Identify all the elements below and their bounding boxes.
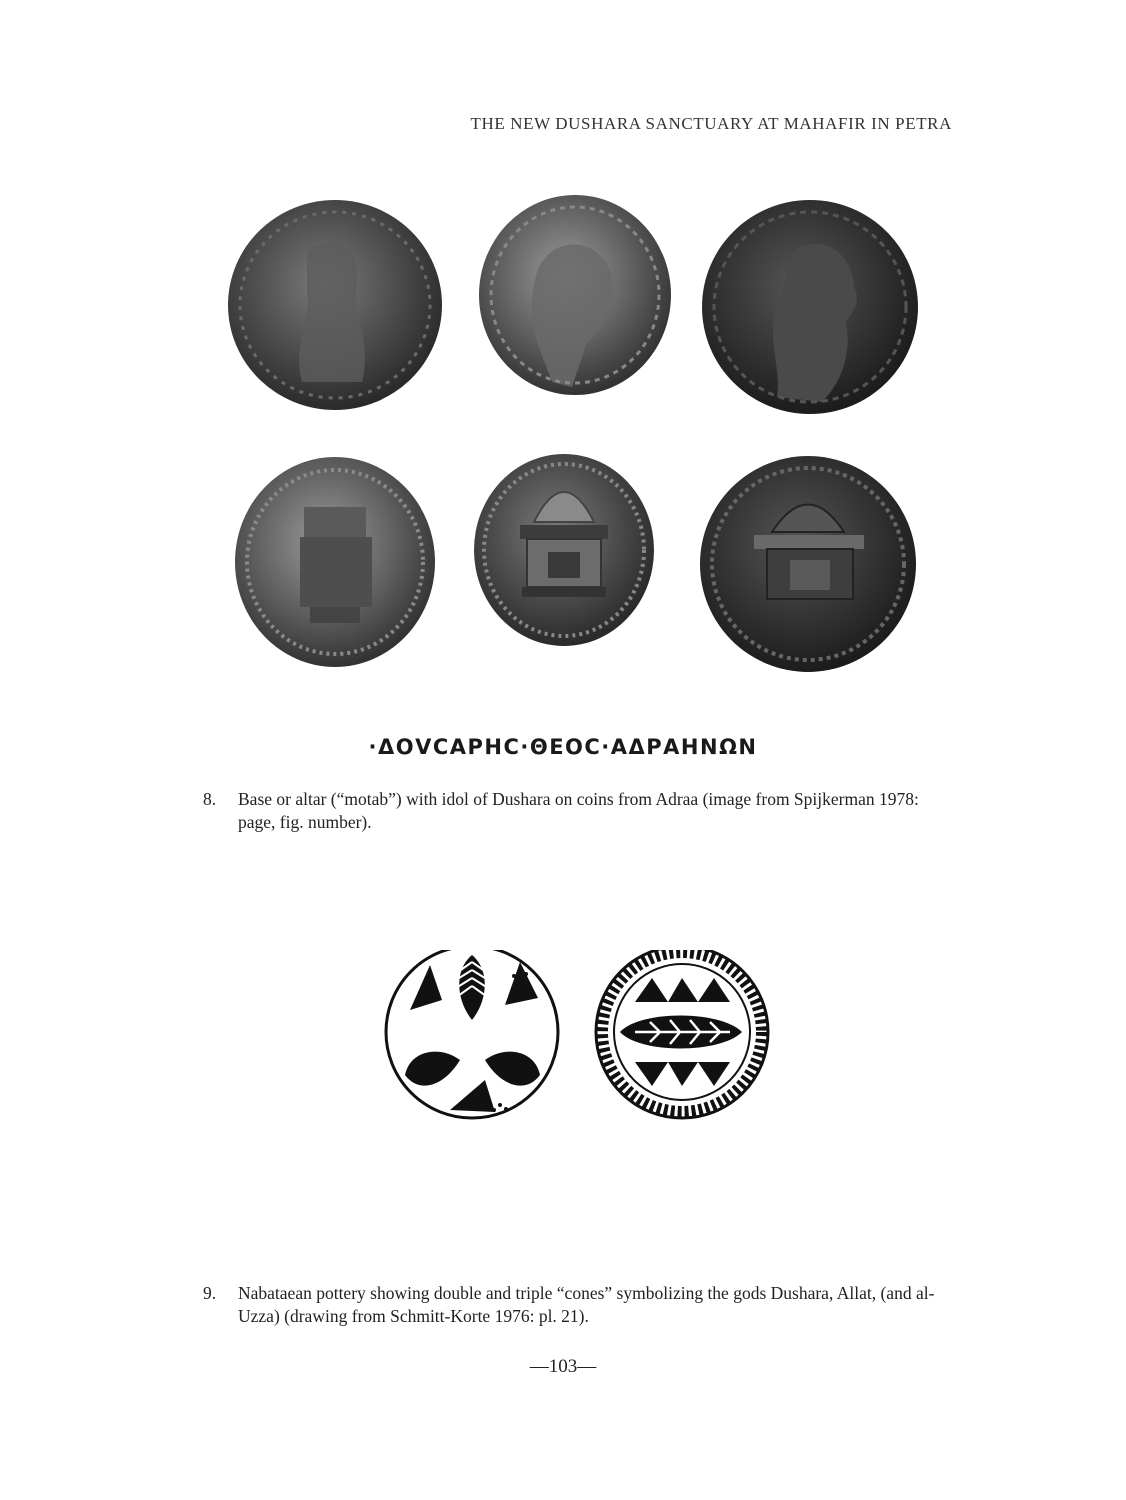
coin-obverse-3 <box>702 200 918 414</box>
pottery-bowl-right <box>596 950 768 1118</box>
figure-8-caption <box>203 788 951 834</box>
running-head: THE NEW DUSHARA SANCTUARY AT MAHAFIR IN PETRA <box>470 114 952 133</box>
coin-reverse-1 <box>235 457 435 667</box>
coin-plate-figure <box>222 192 926 672</box>
coin-reverse-3 <box>700 456 916 672</box>
caption-text: Base or altar (“motab”) with idol of Dushara on coins from Adraa (image from Spijkerman 1978: page, fig. number). <box>238 789 919 832</box>
pottery-bowl-left <box>386 950 558 1118</box>
coin-reverse-2 <box>474 454 654 646</box>
coin-obverse-2 <box>479 195 671 395</box>
caption-text: Nabataean pottery showing double and triple “cones” symbolizing the gods Dushara, Allat, (and al-Uzza) (drawing from Schmitt-Korte 1976: pl. 21). <box>238 1283 935 1326</box>
page-number: —103— <box>529 1356 597 1377</box>
coin-legend-inscription: ·ΔΟVCΑΡΗC·ΘΕΟC·ΑΔΡΑΗΝΩΝ <box>368 735 758 759</box>
pottery-drawing-figure <box>380 950 780 1150</box>
figure-number: 9. <box>203 1283 217 1303</box>
figure-number: 8. <box>203 789 217 809</box>
coin-obverse-1 <box>228 200 442 410</box>
figure-9-caption <box>203 1282 951 1328</box>
